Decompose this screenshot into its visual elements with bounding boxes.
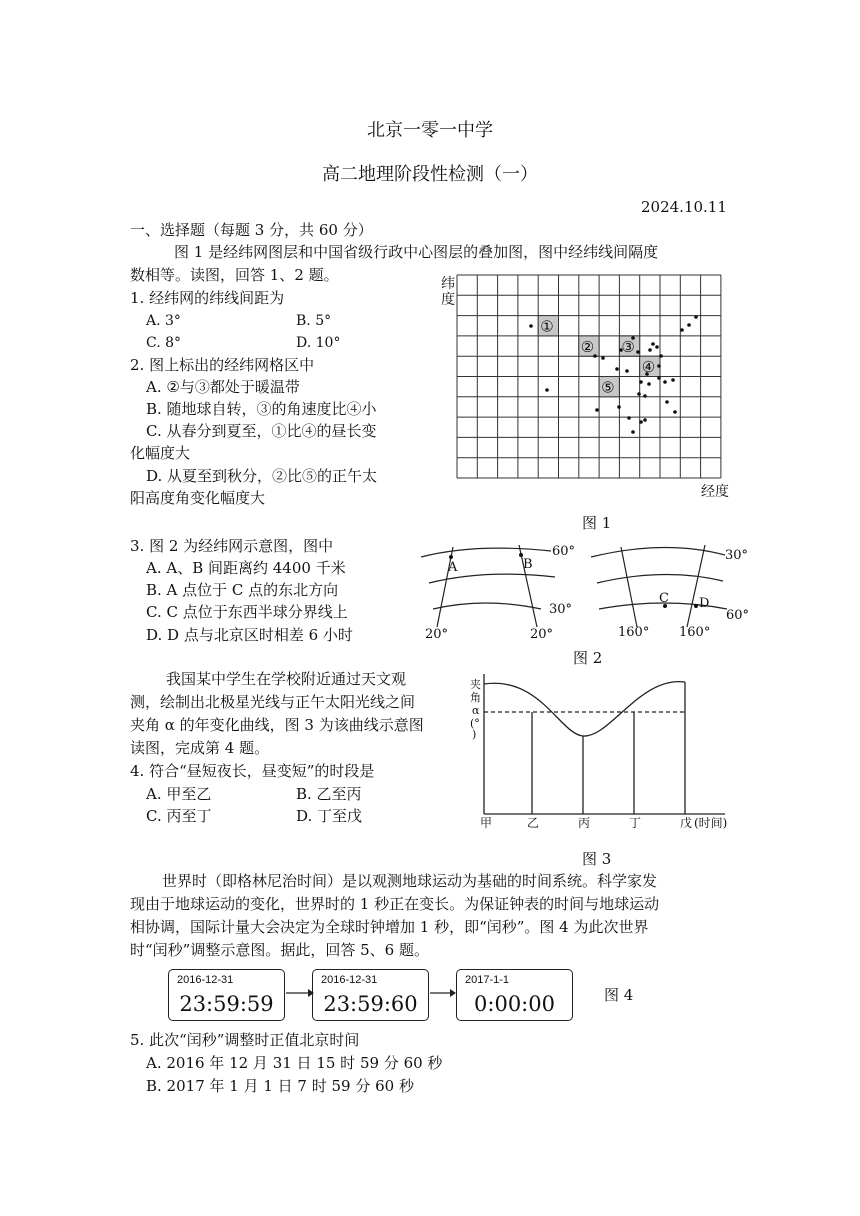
- fig4-box-2-time: 23:59:60: [323, 992, 418, 1016]
- fig1-caption: 图 1: [582, 514, 612, 532]
- q3-option-c: C. C 点位于东西半球分界线上: [146, 603, 348, 621]
- fig2-right-lon-right: 160°: [679, 625, 711, 640]
- fig2-left-top-lat: 60°: [552, 544, 576, 559]
- figure-2-graticule: [415, 535, 755, 645]
- fig2-right-bottom-lat: 60°: [726, 608, 750, 623]
- q4-intro-3: 夹角 α 的年变化曲线，图 3 为该曲线示意图: [130, 716, 424, 734]
- fig1-capital-dot: [643, 418, 647, 422]
- fig1-xlabel: 经度: [701, 484, 729, 500]
- fig1-ylabel-bottom: 度: [441, 292, 455, 308]
- fig1-marker-3: ③: [621, 337, 635, 356]
- fig3-tick-1: 甲: [480, 816, 493, 830]
- fig4-box-3-time: 0:00:00: [474, 992, 555, 1016]
- fig1-capital-dot: [615, 367, 619, 371]
- fig3-caption: 图 3: [582, 850, 612, 868]
- fig1-capital-dot: [595, 408, 599, 412]
- fig4-box-1-time: 23:59:59: [179, 992, 274, 1016]
- fig2-point-d: D: [699, 596, 710, 611]
- fig4-box-1-date: 2016-12-31: [177, 974, 234, 986]
- q3-option-b: B. A 点位于 C 点的东北方向: [146, 581, 339, 599]
- fig1-marker-4: ④: [641, 358, 656, 377]
- intro-line-1: 图 1 是经纬网图层和中国省级行政中心图层的叠加图，图中经纬线间隔度: [174, 243, 659, 261]
- section-heading: 一、选择题（每题 3 分，共 60 分）: [130, 221, 373, 239]
- figure-1-grid-map: [435, 270, 735, 502]
- exam-title: 高二地理阶段性检测（一）: [322, 164, 538, 185]
- fig3-tick-5: 戊: [680, 816, 693, 830]
- q1-option-b: B. 5°: [296, 313, 332, 329]
- q2-option-b: B. 随地球自转，③的角速度比④小: [146, 400, 377, 418]
- fig4-caption: 图 4: [604, 986, 634, 1004]
- fig3-ylabel-3: α: [472, 704, 480, 717]
- fig1-capital-dot: [657, 376, 661, 380]
- q4-option-d: D. 丁至戊: [296, 807, 363, 825]
- fig4-box-3-date: 2017-1-1: [465, 974, 510, 986]
- q5-stem: 5. 此次“闰秒”调整时正值北京时间: [130, 1031, 360, 1049]
- q4-intro-2: 测，绘制出北极星光线与正午太阳光线之间: [130, 693, 416, 711]
- fig1-capital-dot: [636, 350, 640, 354]
- fig1-marker-5: ⑤: [601, 378, 615, 397]
- q4-option-c: C. 丙至丁: [146, 807, 212, 825]
- q2-option-a: A. ②与③都处于暖温带: [146, 378, 300, 396]
- fig4-box-1: [168, 969, 285, 1021]
- q2-stem: 2. 图上标出的经纬网格区中: [130, 356, 315, 374]
- fig2-left-lon-right: 20°: [530, 627, 554, 642]
- fig1-capital-dot: [655, 345, 659, 349]
- passage-line-3: 相协调，国际计量大会决定为全球时钟增加 1 秒，即“闰秒”。图 4 为此次世界: [130, 918, 649, 936]
- q2-option-d-cont: 阳高度角变化幅度大: [130, 489, 266, 507]
- figure-3-angle-curve: [440, 670, 740, 830]
- fig1-capital-dot: [648, 348, 652, 352]
- fig4-box-2-date: 2016-12-31: [321, 974, 378, 986]
- passage-line-4: 时“闰秒”调整示意图。据此，回答 5、6 题。: [130, 941, 429, 959]
- fig1-capital-dot: [694, 315, 698, 319]
- fig4-arrows: [284, 985, 459, 1001]
- q2-option-d: D. 从夏至到秋分，②比⑤的正午太: [146, 467, 378, 485]
- q2-option-c: C. 从春分到夏至，①比④的昼长变: [146, 422, 377, 440]
- q3-option-d: D. D 点与北京区时相差 6 小时: [146, 626, 353, 644]
- fig3-ylabel-2: 角: [470, 691, 481, 704]
- fig1-capital-dot: [637, 392, 641, 396]
- fig1-capital-dot: [680, 328, 684, 332]
- passage-line-2: 现由于地球运动的变化，世界时的 1 秒正在变长。为保证钟表的时间与地球运动: [130, 895, 660, 913]
- fig2-left-lon-left: 20°: [425, 627, 449, 642]
- fig1-capital-dot: [671, 378, 675, 382]
- fig3-ylabel-4: (°: [470, 717, 480, 730]
- passage-line-1: 世界时（即格林尼治时间）是以观测地球运动为基础的时间系统。科学家发: [162, 872, 658, 890]
- fig2-point-c: C: [659, 591, 669, 606]
- fig1-capital-dot: [545, 388, 549, 392]
- fig1-ylabel-top: 纬: [441, 276, 455, 292]
- school-name: 北京一零一中学: [367, 120, 493, 141]
- q3-stem: 3. 图 2 为经纬网示意图，图中: [130, 537, 334, 555]
- exam-date: 2024.10.11: [641, 198, 727, 216]
- q4-option-a: A. 甲至乙: [146, 785, 212, 803]
- fig4-box-3: [456, 969, 573, 1021]
- fig2-right-top-lat: 30°: [725, 548, 749, 563]
- q1-option-a: A. 3°: [146, 313, 181, 329]
- fig2-left-bottom-lat: 30°: [549, 602, 573, 617]
- fig2-point-a: A: [448, 560, 458, 575]
- fig1-capital-dot: [601, 356, 605, 360]
- fig1-capital-dot: [663, 380, 667, 384]
- fig2-point-b: B: [523, 557, 533, 572]
- q2-option-c-cont: 化幅度大: [130, 444, 191, 462]
- fig1-capital-dot: [617, 405, 621, 409]
- fig1-capital-dot: [627, 416, 631, 420]
- q3-option-a: A. A、B 间距离约 4400 千米: [146, 559, 346, 577]
- fig1-marker-1: ①: [540, 317, 554, 336]
- fig1-capital-dot: [631, 430, 635, 434]
- fig1-capital-dot: [643, 394, 647, 398]
- fig1-capital-dot: [639, 380, 643, 384]
- fig3-tick-2: 乙: [527, 816, 540, 830]
- fig1-capital-dot: [659, 354, 663, 358]
- q1-stem: 1. 经纬网的纬线间距为: [130, 289, 285, 307]
- fig1-capital-dot: [529, 324, 533, 328]
- q4-intro-1: 我国某中学生在学校附近通过天文观: [166, 670, 407, 688]
- fig3-tick-4: 丁: [629, 816, 642, 830]
- q1-option-c: C. 8°: [146, 335, 182, 351]
- fig3-ylabel-5: ): [472, 728, 477, 741]
- fig1-capital-dot: [639, 420, 643, 424]
- intro-line-2: 数相等。读图，回答 1、2 题。: [130, 266, 339, 284]
- fig1-capital-dot: [665, 400, 669, 404]
- fig1-marker-2: ②: [580, 337, 595, 356]
- fig1-capital-dot: [651, 342, 655, 346]
- fig3-ylabel-1: 夹: [470, 678, 481, 691]
- fig1-capital-dot: [657, 364, 661, 368]
- fig3-tick-3: 丙: [578, 816, 591, 830]
- fig1-capital-dot: [647, 382, 651, 386]
- q4-intro-4: 读图，完成第 4 题。: [130, 739, 270, 757]
- fig1-capital-dot: [687, 323, 691, 327]
- q5-option-b: B. 2017 年 1 月 1 日 7 时 59 分 60 秒: [146, 1077, 414, 1095]
- q4-option-b: B. 乙至丙: [296, 785, 362, 803]
- fig3-x-unit: (时间): [694, 816, 728, 830]
- q1-option-d: D. 10°: [296, 335, 341, 351]
- fig2-caption: 图 2: [573, 649, 603, 667]
- fig1-capital-dot: [673, 410, 677, 414]
- q5-option-a: A. 2016 年 12 月 31 日 15 时 59 分 60 秒: [146, 1054, 443, 1072]
- q4-stem: 4. 符合“昼短夜长，昼变短”的时段是: [130, 762, 375, 780]
- fig2-right-lon-left: 160°: [618, 625, 650, 640]
- fig1-capital-dot: [625, 369, 629, 373]
